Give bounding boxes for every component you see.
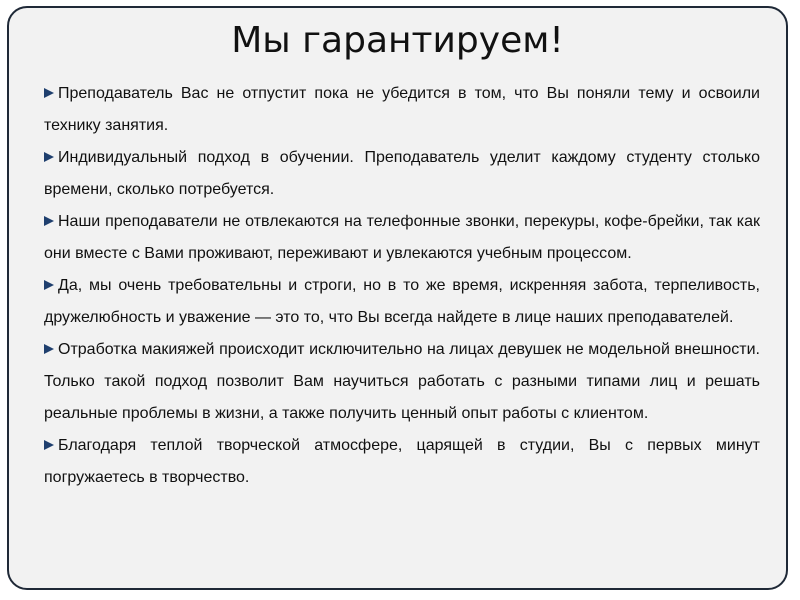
- triangle-bullet-icon: [44, 88, 54, 98]
- triangle-bullet-icon: [44, 152, 54, 162]
- slide-title: Мы гарантируем!: [231, 20, 564, 61]
- bullet-text: Отработка макияжей происходит исключительно на лицах девушек не модельной внешности. Только такой подход позволит Вам научиться работать с разными типами лиц и решать реальные проблемы в жизни, а также получить ценный опыт работы с клиентом.: [44, 341, 760, 422]
- bullet-item: [44, 78, 760, 142]
- triangle-bullet-icon: [44, 280, 54, 290]
- bullet-item: [44, 206, 760, 270]
- bullet-text: Преподаватель Вас не отпустит пока не убедится в том, что Вы поняли тему и освоили технику занятия.: [44, 85, 760, 134]
- bullet-text: Да, мы очень требовательны и строги, но в то же время, искренняя забота, терпеливость, дружелюбность и уважение — это то, что Вы всегда найдете в лице наших преподавателей.: [44, 277, 760, 326]
- bullet-text: Индивидуальный подход в обучении. Преподаватель уделит каждому студенту столько времени, сколько потребуется.: [44, 149, 760, 198]
- triangle-bullet-icon: [44, 440, 54, 450]
- bullet-list: [44, 78, 760, 494]
- bullet-item: [44, 334, 760, 430]
- bullet-item: [44, 430, 760, 494]
- bullet-text: Благодаря теплой творческой атмосфере, царящей в студии, Вы с первых минут погружаетесь в творчество.: [44, 437, 760, 486]
- triangle-bullet-icon: [44, 216, 54, 226]
- slide: [7, 6, 788, 590]
- triangle-bullet-icon: [44, 344, 54, 354]
- bullet-text: Наши преподаватели не отвлекаются на телефонные звонки, перекуры, кофе-брейки, так как они вместе с Вами проживают, переживают и увлекаются учебным процессом.: [44, 213, 760, 262]
- bullet-item: [44, 270, 760, 334]
- bullet-item: [44, 142, 760, 206]
